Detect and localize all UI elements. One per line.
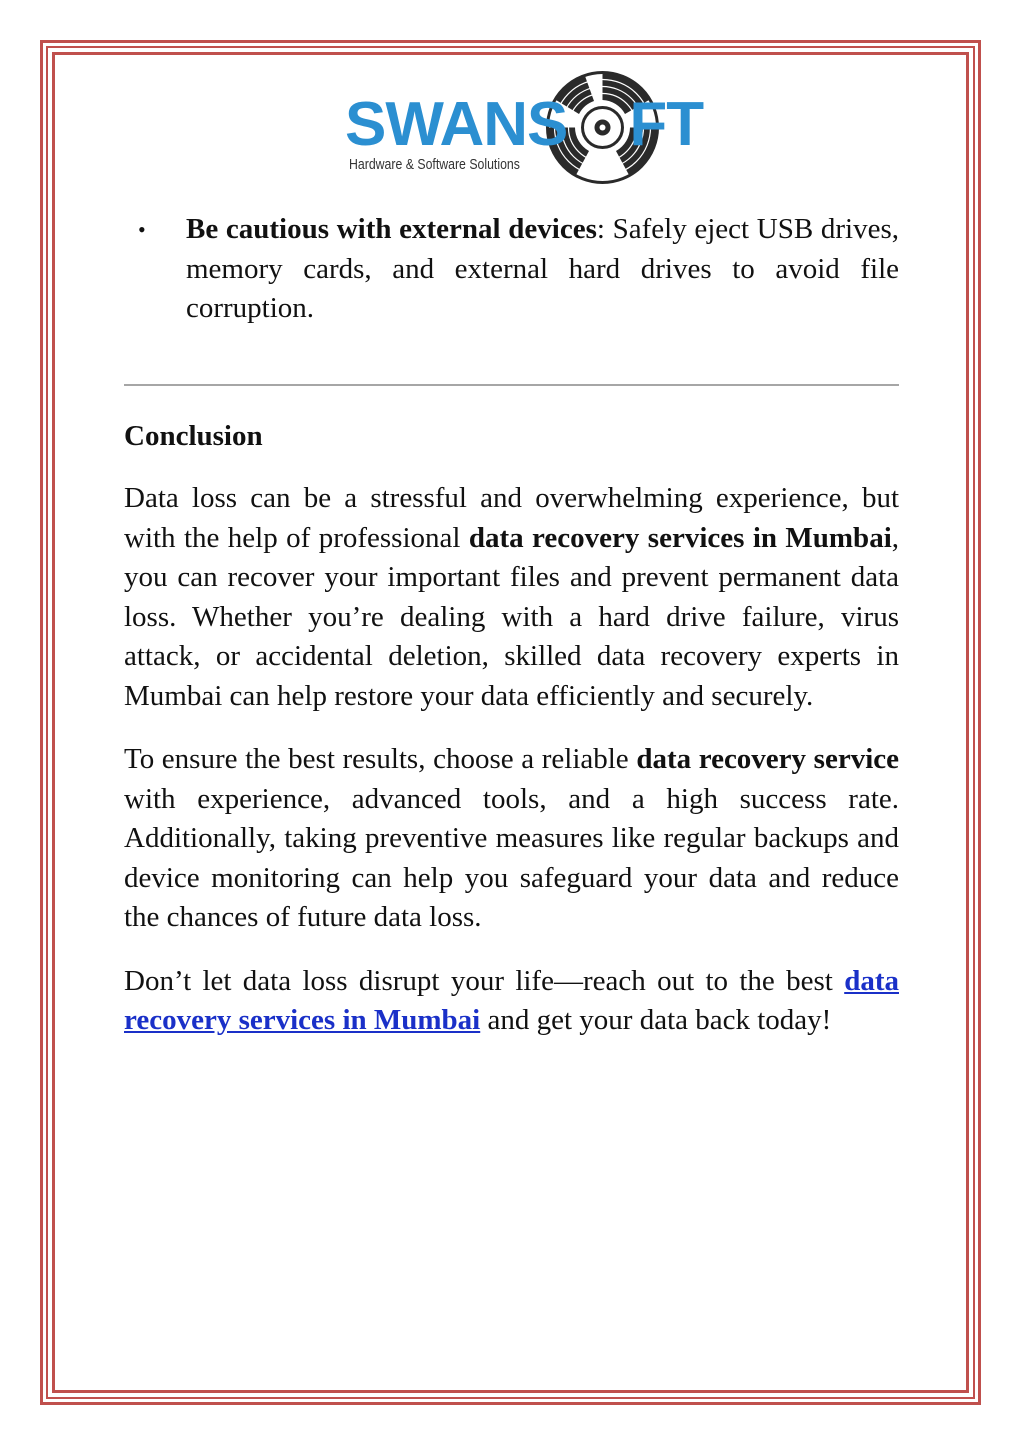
- bullet-icon: •: [138, 217, 146, 242]
- logo-word-left: SWANS: [345, 90, 568, 159]
- bold-phrase: data recovery service: [636, 743, 900, 775]
- data-recovery-link[interactable]: data recovery services in Mumbai: [124, 964, 899, 1036]
- paragraph-text: and get your data back today!: [480, 1004, 832, 1036]
- section-heading: Conclusion: [124, 419, 263, 452]
- document-body: [124, 210, 899, 1041]
- bold-phrase: data recovery services in Mumbai: [468, 521, 892, 554]
- section-divider: [124, 384, 899, 386]
- bullet-text: : Safely eject USB drives, memory cards, and external hard drives to avoid file corruption.: [186, 213, 899, 324]
- paragraph-2: [124, 740, 899, 938]
- paragraph-text: To ensure the best results, choose a reliable: [124, 743, 637, 775]
- paragraph-text: Data loss can be a stressful and overwhelming experience, but with the help of professional: [124, 482, 899, 554]
- paragraph-text: Don’t let data loss disrupt your life—reach out to the best: [124, 964, 845, 997]
- paragraph-text: with experience, advanced tools, and a high success rate. Additionally, taking preventive measures like regular backups and device monitoring can help you safeguard your data and reduce the chances of future data loss.: [124, 782, 899, 933]
- bullet-title: Be cautious with external devices: [186, 213, 597, 245]
- logo-wordmark: [345, 90, 704, 159]
- list-item: [124, 210, 899, 329]
- paragraph-3: [124, 962, 899, 1041]
- logo-word-right: FT: [629, 90, 704, 159]
- paragraph-1: [124, 479, 899, 716]
- logo-tagline: Hardware & Software Solutions: [349, 156, 520, 173]
- paragraph-text: , you can recover your important files and prevent permanent data loss. Whether you’re dealing with a hard drive failure, virus attack, or accidental deletion, skilled data recovery experts in Mumbai can help restore your data efficiently and securely.: [124, 521, 899, 712]
- swansoft-logo: [345, 70, 704, 185]
